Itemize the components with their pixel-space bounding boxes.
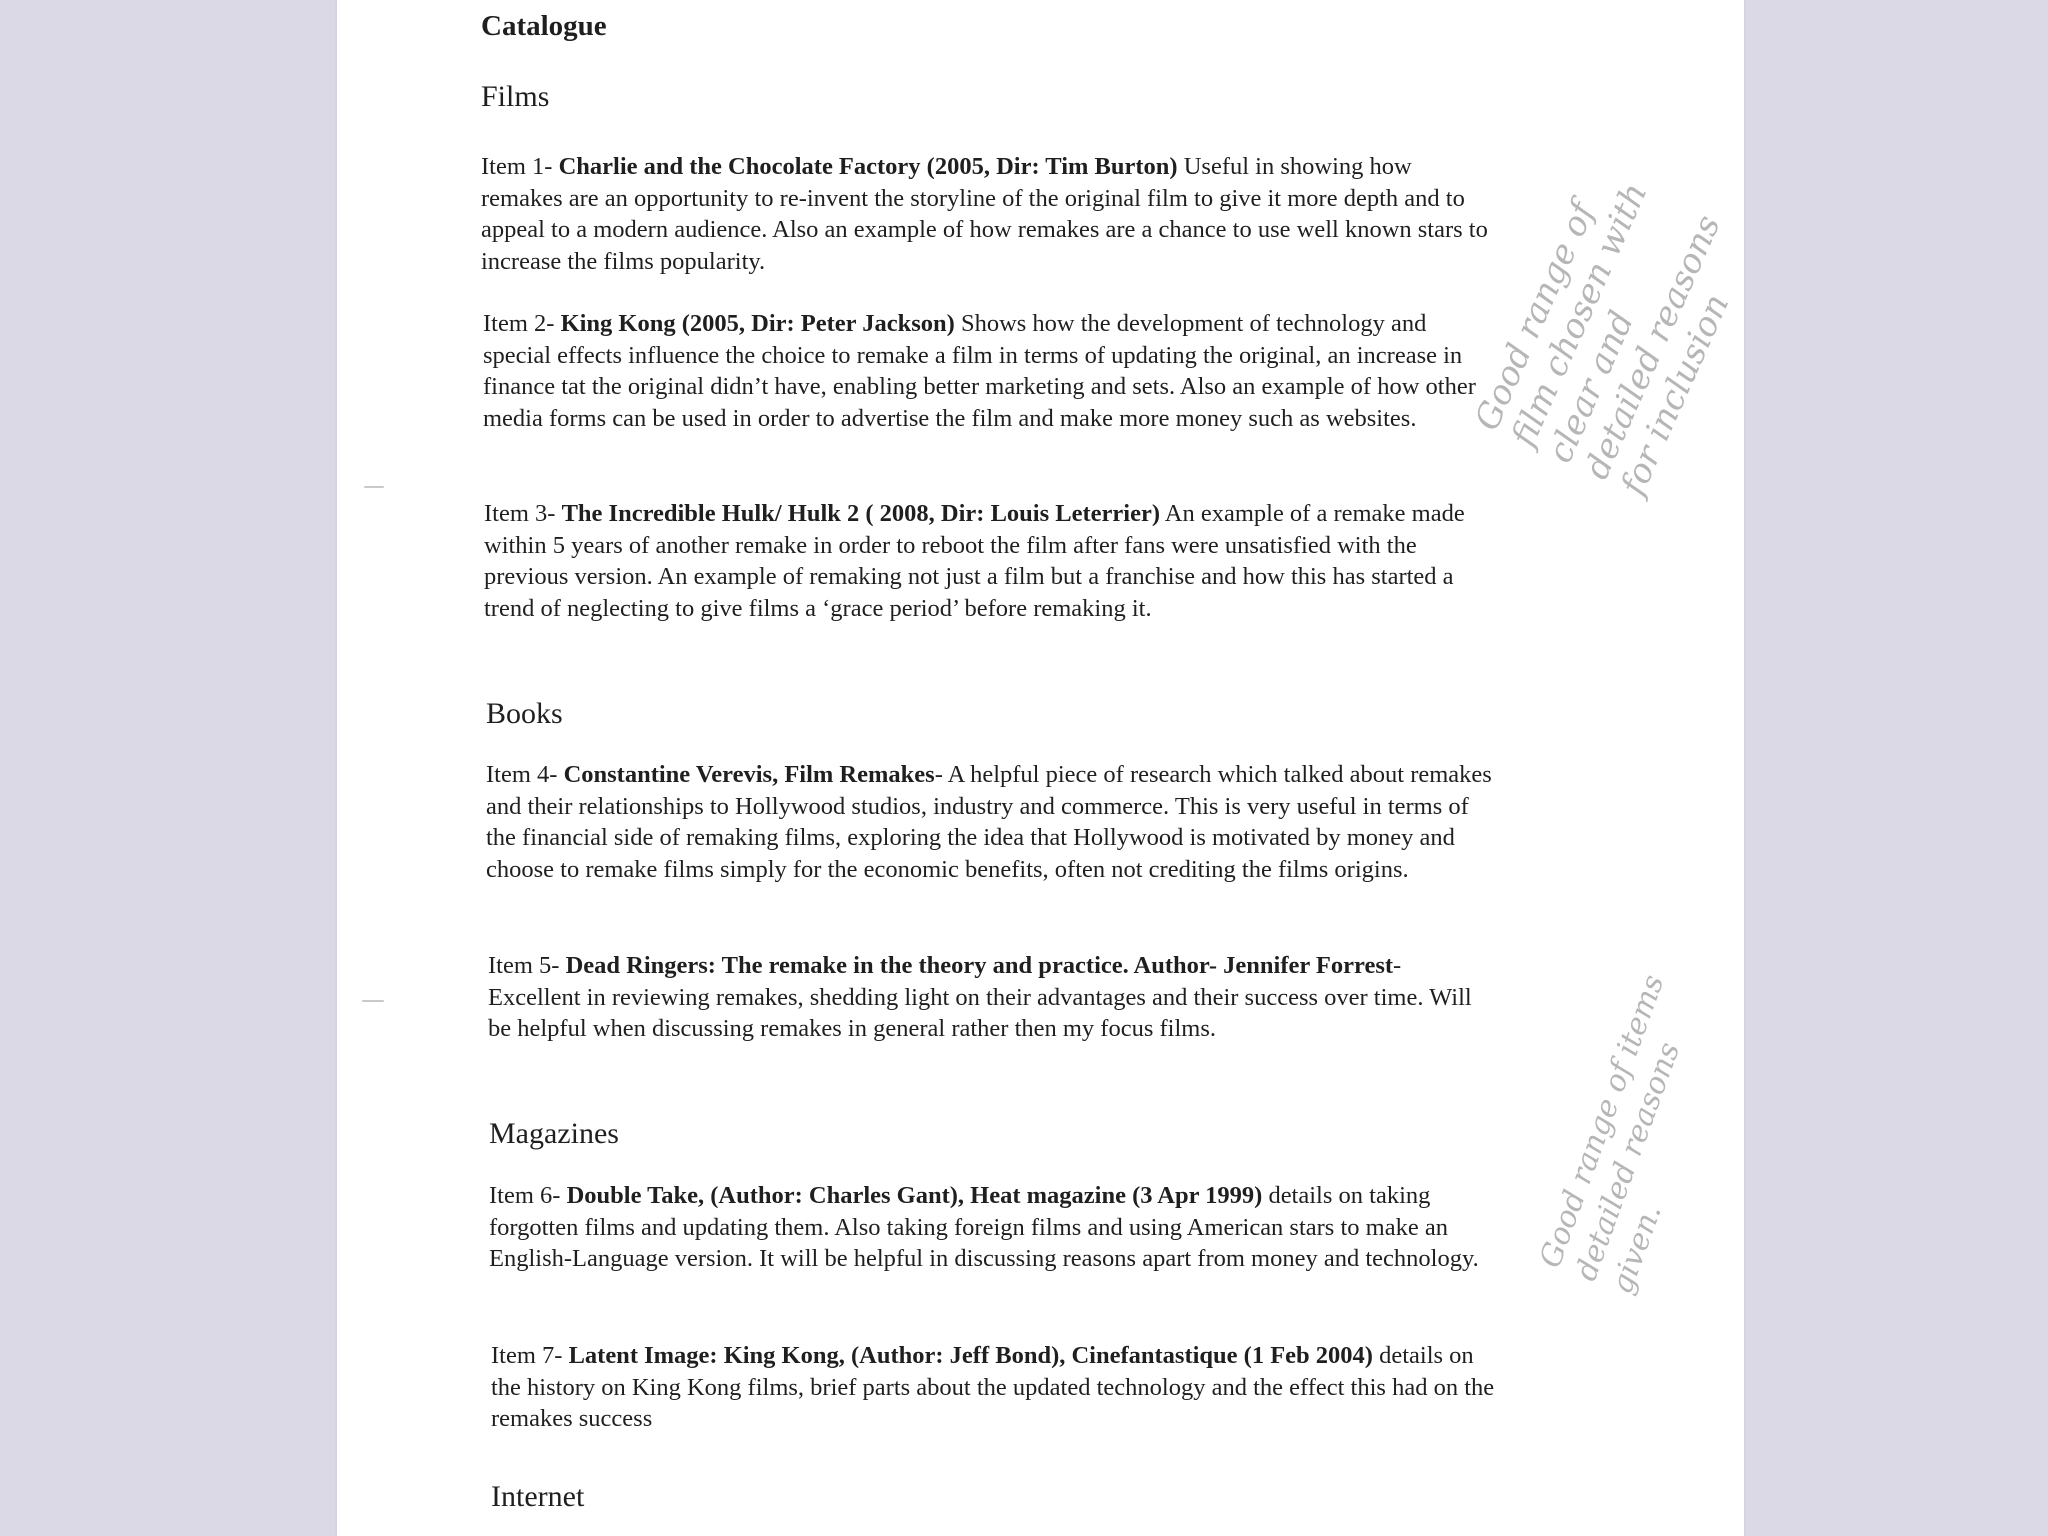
section-heading-magazines: Magazines <box>489 1117 619 1150</box>
item-title: Charlie and the Chocolate Factory (2005, Dir: Tim Burton) <box>558 153 1178 180</box>
item-description: details on the history on King Kong films, brief parts about the updated technology and the effect this had on the remakes success <box>491 1342 1495 1432</box>
item-description: - A helpful piece of research which talked about remakes and their relationships to Hollywood studios, industry and commerce. This is very useful in terms of the financial side of remaking films, exploring the idea that Hollywood is motivated by money and choose to remake films simply for the economic benefits, often not crediting the films origins. <box>486 761 1492 883</box>
item-description: Useful in showing how remakes are an opportunity to re-invent the storyline of the original film to give it more depth and to appeal to a modern audience. Also an example of how remakes are a chance to use well known stars to increase the films popularity. <box>481 153 1488 275</box>
item-title: Double Take, (Author: Charles Gant), Heat magazine (3 Apr 1999) <box>566 1182 1263 1209</box>
margin-tick-mark <box>364 486 384 488</box>
catalogue-item-4 <box>486 759 1496 885</box>
item-title: King Kong (2005, Dir: Peter Jackson) <box>560 310 955 337</box>
section-heading-films: Films <box>481 80 550 113</box>
item-description: - Excellent in reviewing remakes, shedding light on their advantages and their success over time. Will be helpful when discussing remakes in general rather then my focus films. <box>488 952 1472 1042</box>
item-label: Item 7- <box>491 1342 569 1369</box>
item-label: Item 4- <box>486 761 564 788</box>
catalogue-item-1 <box>481 151 1491 277</box>
catalogue-item-3 <box>484 498 1494 624</box>
item-label: Item 3- <box>484 500 562 527</box>
handwritten-annotation-books: Good range of items detailed reasons given. <box>1532 970 1688 1299</box>
item-title: The Incredible Hulk/ Hulk 2 ( 2008, Dir: Louis Leterrier) <box>561 500 1160 527</box>
item-title: Latent Image: King Kong, (Author: Jeff Bond), Cinefantastique (1 Feb 2004) <box>568 1342 1373 1369</box>
handwritten-annotation-films: Good range of film chosen with clear and detailed reasons for inclusion <box>1467 176 1738 502</box>
item-title: Dead Ringers: The remake in the theory and practice. Author- Jennifer Forrest <box>565 952 1394 979</box>
item-label: Item 2- <box>483 310 561 337</box>
section-heading-books: Books <box>486 697 563 730</box>
catalogue-item-6 <box>489 1180 1499 1275</box>
item-description: details on taking forgotten films and updating them. Also taking foreign films and using American stars to make an English-Language version. It will be helpful in discussing reasons apart from money and technology. <box>489 1182 1479 1272</box>
item-label: Item 5- <box>488 952 566 979</box>
catalogue-item-2 <box>483 308 1493 434</box>
item-description: Shows how the development of technology and special effects influence the choice to remake a film in terms of updating the original, an increase in finance tat the original didn’t have, enabling better marketing and sets. Also an example of how other media forms can be used in order to advertise the film and make more money such as websites. <box>483 310 1476 432</box>
item-label: Item 1- <box>481 153 559 180</box>
margin-tick-mark <box>362 1000 384 1002</box>
catalogue-item-7 <box>491 1340 1501 1435</box>
item-description: An example of a remake made within 5 years of another remake in order to reboot the film after fans were unsatisfied with the previous version. An example of remaking not just a film but a franchise and how this has started a trend of neglecting to give films a ‘grace period’ before remaking it. <box>484 500 1465 622</box>
document-title: Catalogue <box>481 10 607 42</box>
item-label: Item 6- <box>489 1182 567 1209</box>
section-heading-internet: Internet <box>491 1480 585 1513</box>
document-page <box>337 0 1744 1536</box>
item-title: Constantine Verevis, Film Remakes <box>563 761 935 788</box>
catalogue-item-5 <box>488 950 1498 1045</box>
